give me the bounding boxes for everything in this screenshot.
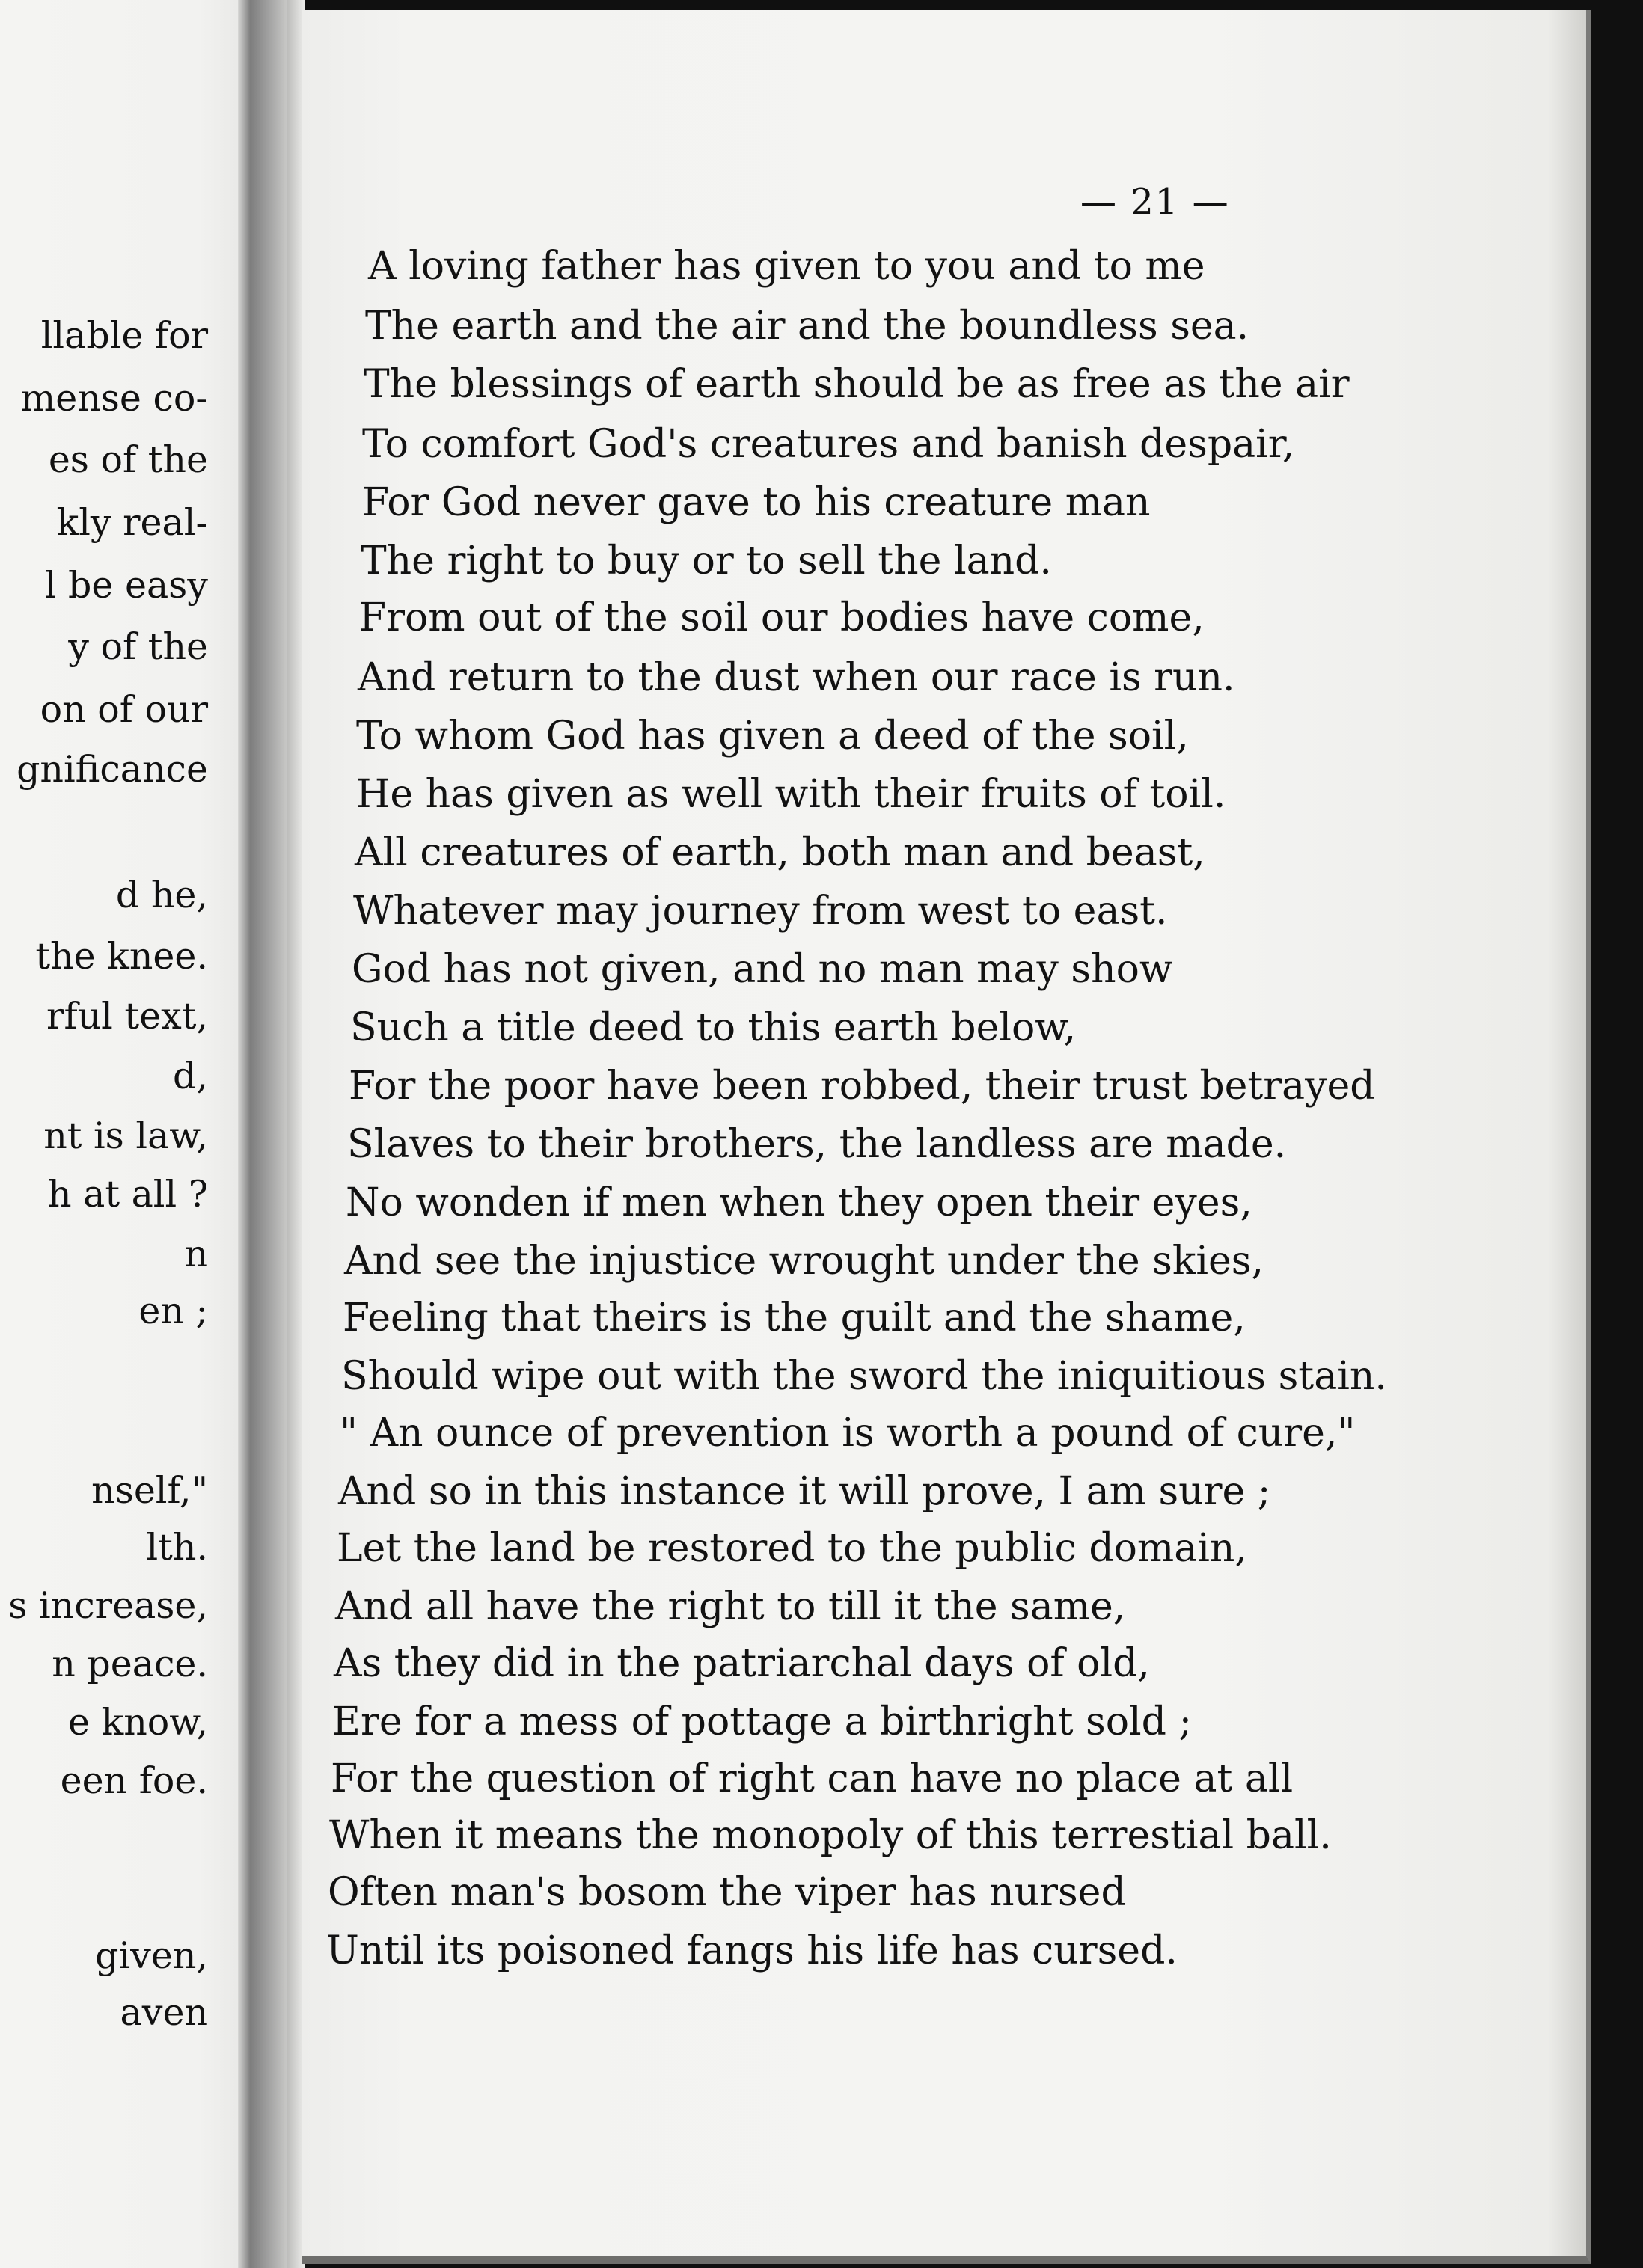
poem-line: The blessings of earth should be as free as the air [364,362,1350,407]
poem-line: As they did in the patriarchal days of old, [334,1641,1150,1686]
left-line: e know, [67,1701,208,1744]
left-line: s increase, [8,1584,208,1627]
left-line: kly real- [56,501,208,544]
poem-line: And all have the right to till it the same, [335,1584,1126,1629]
left-line: on of our [40,688,208,731]
left-line: d, [173,1055,208,1097]
left-line: aven [120,1991,208,2034]
left-line: gnificance [16,748,208,791]
poem-line: For the poor have been robbed, their trust betrayed [349,1064,1375,1109]
left-line: h at all ? [47,1173,208,1216]
poem-line: From out of the soil our bodies have come, [359,595,1205,640]
poem-line: For the question of right can have no place at all [331,1756,1294,1801]
left-line: n [184,1233,208,1275]
poem-line: Should wipe out with the sword the iniquitious stain. [341,1354,1387,1399]
poem-line: Let the land be restored to the public domain, [337,1526,1247,1571]
poem-line: To comfort God's creatures and banish despair, [362,422,1295,467]
poem-line: Until its poisoned fangs his life has cursed. [326,1928,1178,1973]
left-line: en ; [138,1290,208,1332]
left-line: llable for [40,314,208,357]
poem-line: For God never gave to his creature man [362,480,1151,525]
poem-line: Ere for a mess of pottage a birthright sold ; [332,1700,1192,1744]
left-line: es of the [48,438,208,481]
left-line: y of the [68,625,208,668]
left-line: een foe. [60,1759,208,1802]
poem-line: Slaves to their brothers, the landless are made. [347,1122,1287,1167]
poem-line: The earth and the air and the boundless sea. [365,304,1249,349]
poem-line: No wonden if men when they open their eyes, [346,1180,1252,1225]
left-line: nt is law, [43,1115,208,1157]
poem-line: All creatures of earth, both man and beast, [355,830,1205,875]
poem-line: God has not given, and no man may show [352,947,1173,992]
left-line: nself," [91,1469,208,1512]
left-facing-page [0,0,247,2268]
poem-line: Such a title deed to this earth below, [350,1005,1077,1050]
book-binding-gutter [238,0,287,2268]
poem-line: Feeling that theirs is the guilt and the shame, [343,1296,1246,1340]
left-line: rful text, [46,995,208,1038]
left-line: mense co- [20,377,208,420]
left-line: the knee. [35,935,208,978]
poem-line: And so in this instance it will prove, I am sure ; [338,1469,1271,1514]
poem-line: " An ounce of prevention is worth a pound of cure," [340,1411,1356,1456]
left-line: given, [95,1934,208,1977]
left-line: d he, [115,874,208,916]
poem-line: When it means the monopoly of this terrestial ball. [329,1813,1332,1858]
left-line: lth. [146,1526,208,1569]
left-line: n peace. [52,1643,208,1685]
poem-line: And see the injustice wrought under the skies, [344,1239,1264,1284]
left-line: l be easy [44,564,208,607]
poem-line: The right to buy or to sell the land. [361,539,1052,583]
poem-line: And return to the dust when our race is run. [358,655,1235,700]
page-number: — 21 — [1080,181,1230,223]
poem-line: He has given as well with their fruits of toil. [356,772,1226,817]
right-page [302,10,1591,2264]
poem-line: Often man's bosom the viper has nursed [328,1870,1126,1915]
poem-line: A loving father has given to you and to me [368,244,1205,289]
poem-line: To whom God has given a deed of the soil, [356,714,1189,758]
poem-line: Whatever may journey from west to east. [353,889,1168,934]
